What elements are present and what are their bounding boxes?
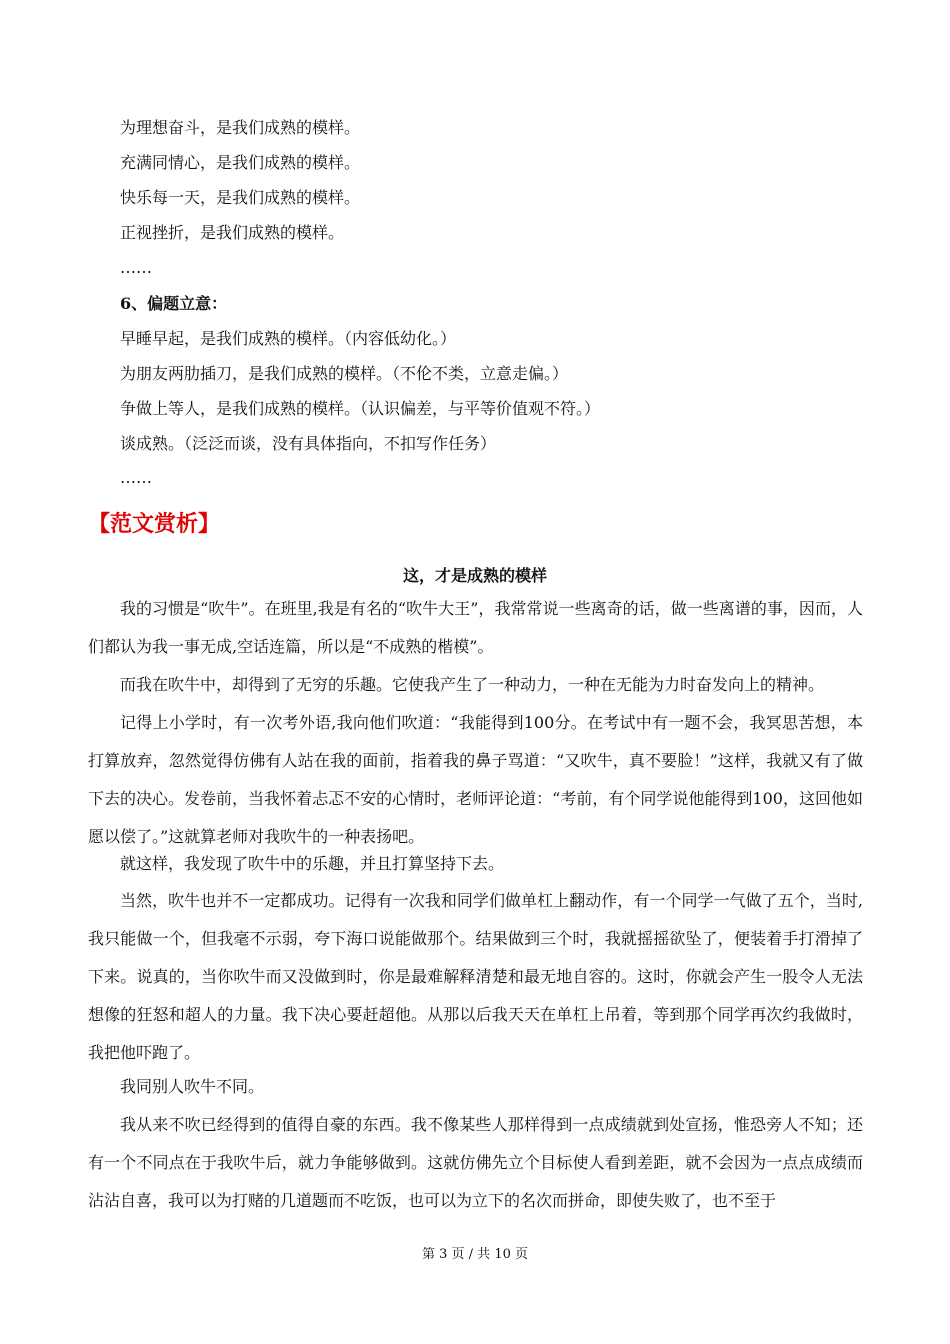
page-footer: 第 3 页 / 共 10 页	[422, 1247, 528, 1262]
essay-paragraph: 当然，吹牛也并不一定都成功。记得有一次我和同学们做单杠上翻动作，有一个同学一气做了五个，当时,我只能做一个，但我毫不示弱，夸下海口说能做那个。结果做到三个时，我就摇摇欲坠了，便装着手打滑掉了下来。说真的，当你吹牛而又没做到时，你是最难解释清楚和最无地自容的。这时，你就会产生一股令人无法想像的狂怒和超人的力量。我下决心要赶超他。从那以后我天天在单杠上吊着，等到那个同学再次约我做时，我把他吓跑了。	[88, 891, 863, 1062]
offtopic-item: 早睡早起，是我们成熟的模样。（内容低幼化。）	[120, 329, 457, 348]
essay-paragraph: 而我在吹牛中，却得到了无穷的乐趣。它使我产生了一种动力，一种在无能为力时奋发向上的精神。	[120, 675, 825, 694]
offtopic-item: 争做上等人，是我们成熟的模样。（认识偏差，与平等价值观不符。）	[120, 399, 601, 418]
offtopic-item: 谈成熟。（泛泛而谈，没有具体指向，不扣写作任务）	[120, 434, 497, 453]
essay-paragraph: 记得上小学时，有一次考外语,我向他们吹道：“我能得到100分。在考试中有一题不会，我冥思苦想，本打算放弃，忽然觉得仿佛有人站在我的面前，指着我的鼻子骂道：“又吹牛，真不要脸！”这样，我就又有了做下去的决心。发卷前，当我怀着忐忑不安的心情时，老师评论道：“考前，有个同学说他能得到100，这回他如愿以偿了。”这就算老师对我吹牛的一种表扬吧。	[88, 713, 863, 846]
offtopic-item: 为朋友两肋插刀，是我们成熟的模样。（不伦不类，立意走偏。）	[120, 364, 569, 383]
section-heading: 【范文赏析】	[88, 512, 221, 537]
slogan-line: 充满同情心，是我们成熟的模样。	[120, 153, 361, 172]
essay-paragraph: 我从来不吹已经得到的值得自豪的东西。我不像某些人那样得到一点成绩就到处宣扬，惟恐旁人不知；还有一个不同点在于我吹牛后，就力争能够做到。这就仿佛先立个目标使人看到差距，就不会因为一点点成绩而沾沾自喜，我可以为打赌的几道题而不吃饭，也可以为立下的名次而拼命，即使失败了，也不至于	[88, 1115, 863, 1210]
offtopic-heading: 6、偏题立意：	[120, 294, 228, 313]
essay-paragraph: 我的习惯是“吹牛”。在班里,我是有名的“吹牛大王”，我常常说一些离奇的话，做一些离谱的事，因而，人们都认为我一事无成,空话连篇，所以是“不成熟的楷模”。	[88, 599, 863, 656]
essay-paragraph: 就这样，我发现了吹牛中的乐趣，并且打算坚持下去。	[120, 854, 505, 873]
slogan-line: 正视挫折，是我们成熟的模样。	[120, 223, 345, 242]
slogan-line: 快乐每一天，是我们成熟的模样。	[120, 188, 361, 207]
ellipsis: ……	[120, 468, 152, 487]
essay-title: 这，才是成熟的模样	[402, 566, 547, 585]
slogan-line: 为理想奋斗，是我们成熟的模样。	[120, 118, 361, 137]
ellipsis: ……	[120, 258, 152, 277]
essay-paragraph: 我同别人吹牛不同。	[120, 1077, 265, 1096]
